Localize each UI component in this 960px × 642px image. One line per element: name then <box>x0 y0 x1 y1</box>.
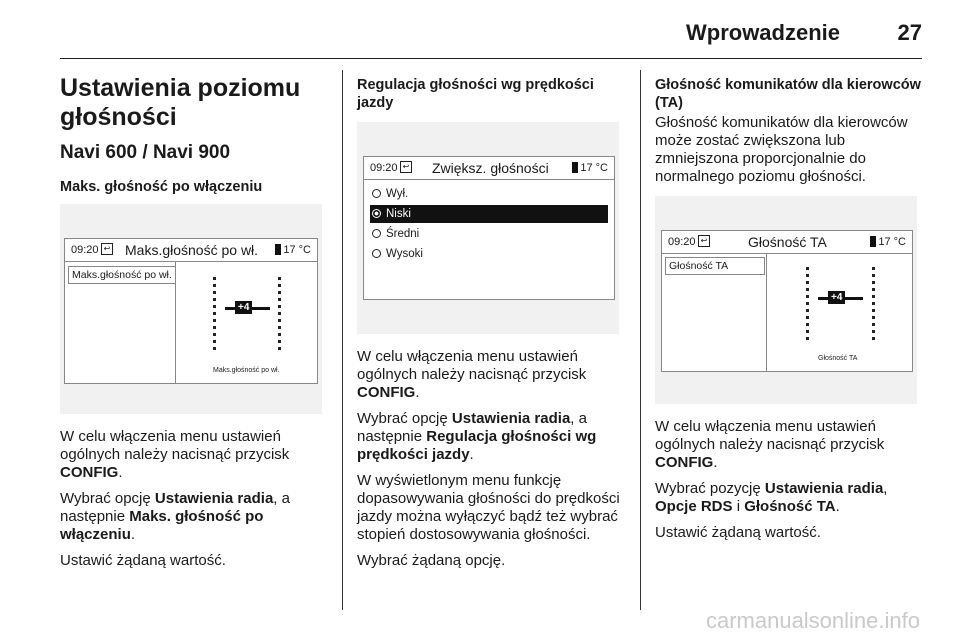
status-bar <box>364 157 614 180</box>
screenshot-max-volume <box>60 204 322 414</box>
subsection-heading: Głośność komunikatów dla kierowców (TA) <box>655 77 921 111</box>
pane-divider <box>766 253 767 371</box>
option-high[interactable]: Wysoki <box>370 245 608 263</box>
temperature: 17 °C <box>878 236 906 248</box>
clock: 09:20 <box>71 244 99 256</box>
key-name: CONFIG <box>357 384 416 401</box>
paragraph: Ustawić żądaną wartość. <box>655 524 821 541</box>
clock: 09:20 <box>370 162 398 174</box>
radio-icon <box>372 249 381 258</box>
column-3 <box>655 68 923 550</box>
display-screen <box>363 156 615 300</box>
slider-caption: Głośność TA <box>818 355 858 362</box>
radio-icon <box>372 189 381 198</box>
page-header <box>0 0 960 62</box>
paragraph: Wybrać opcję Ustawienia radia, a następnie Maks. głośność po włączeniu. <box>60 490 290 543</box>
screen-title: Maks.głośność po wł. <box>125 242 259 258</box>
screenshot-speed-volume <box>357 122 619 334</box>
paragraph: W celu włączenia menu ustawień ogólnych należy nacisnąć przycisk CONFIG. <box>60 428 290 481</box>
paragraph: Wybrać żądaną opcję. <box>357 552 506 569</box>
back-icon: ↩ <box>698 235 710 247</box>
subsection-heading: Regulacja głośności wg prędkości jazdy <box>357 77 594 111</box>
phone-icon <box>275 244 281 255</box>
option-off[interactable]: Wył. <box>370 185 608 203</box>
slider-value: +4 <box>828 291 845 304</box>
section-title: Ustawienia poziomu głośności <box>60 74 301 131</box>
option-low[interactable]: Niski <box>370 205 608 223</box>
slider-scale-right <box>278 277 281 354</box>
paragraph: Ustawić żądaną wartość. <box>60 552 226 569</box>
key-name: CONFIG <box>655 454 714 471</box>
paragraph: Wybrać opcję Ustawienia radia, a następnie Regulacja głośności wg prędkości jazdy. <box>357 410 597 463</box>
column-divider <box>640 70 641 610</box>
phone-icon <box>870 236 876 247</box>
slider-value: +4 <box>235 301 252 314</box>
header-divider <box>60 58 922 59</box>
status-bar <box>65 239 317 262</box>
status-bar <box>662 231 912 254</box>
column-divider <box>342 70 343 610</box>
screenshot-ta-volume <box>655 196 917 404</box>
menu-item-box: Głośność TA <box>665 257 765 275</box>
phone-icon <box>572 162 578 173</box>
temperature: 17 °C <box>580 162 608 174</box>
pane-divider <box>175 261 176 383</box>
subsection-heading: Maks. głośność po włączeniu <box>60 179 263 195</box>
paragraph: W celu włączenia menu ustawień ogólnych należy nacisnąć przycisk CONFIG. <box>357 348 587 401</box>
page-number: 27 <box>897 20 922 45</box>
clock: 09:20 <box>668 236 696 248</box>
column-2 <box>357 68 625 578</box>
slider-scale-right <box>872 267 875 344</box>
screen-title: Zwiększ. głośności <box>432 160 549 176</box>
paragraph: Wybrać pozycję Ustawienia radia, Opcje RDS i Głośność TA. <box>655 480 888 515</box>
slider-scale-left <box>213 277 216 354</box>
screen-title: Głośność TA <box>748 234 827 250</box>
chapter-title: Wprowadzenie <box>685 20 840 45</box>
option-medium[interactable]: Średni <box>370 225 608 243</box>
slider-scale-left <box>806 267 809 344</box>
slider-caption: Maks.głośność po wł. <box>213 367 280 374</box>
display-screen <box>661 230 913 372</box>
radio-selected-icon <box>372 209 381 218</box>
paragraph: W wyświetlonym menu funkcję dopasowywania głośności do prędkości jazdy można wyłączyć bądź też wybrać stopień dostosowywania głośności. <box>357 472 620 543</box>
radio-icon <box>372 229 381 238</box>
back-icon: ↩ <box>101 243 113 255</box>
watermark: carmanualsonline.info <box>705 608 920 633</box>
section-subtitle: Navi 600 / Navi 900 <box>60 142 231 163</box>
back-icon: ↩ <box>400 161 412 173</box>
temperature: 17 °C <box>283 244 311 256</box>
display-screen <box>64 238 318 384</box>
column-1 <box>60 68 328 578</box>
key-name: CONFIG <box>60 464 119 481</box>
paragraph: W celu włączenia menu ustawień ogólnych należy nacisnąć przycisk CONFIG. <box>655 418 885 471</box>
menu-item-box: Maks.głośność po wł. <box>68 266 176 284</box>
paragraph: Głośność komunikatów dla kierowców może zostać zwiększona lub zmniejszona proporcjonalnie do normalnego poziomu głośności. <box>655 114 908 185</box>
